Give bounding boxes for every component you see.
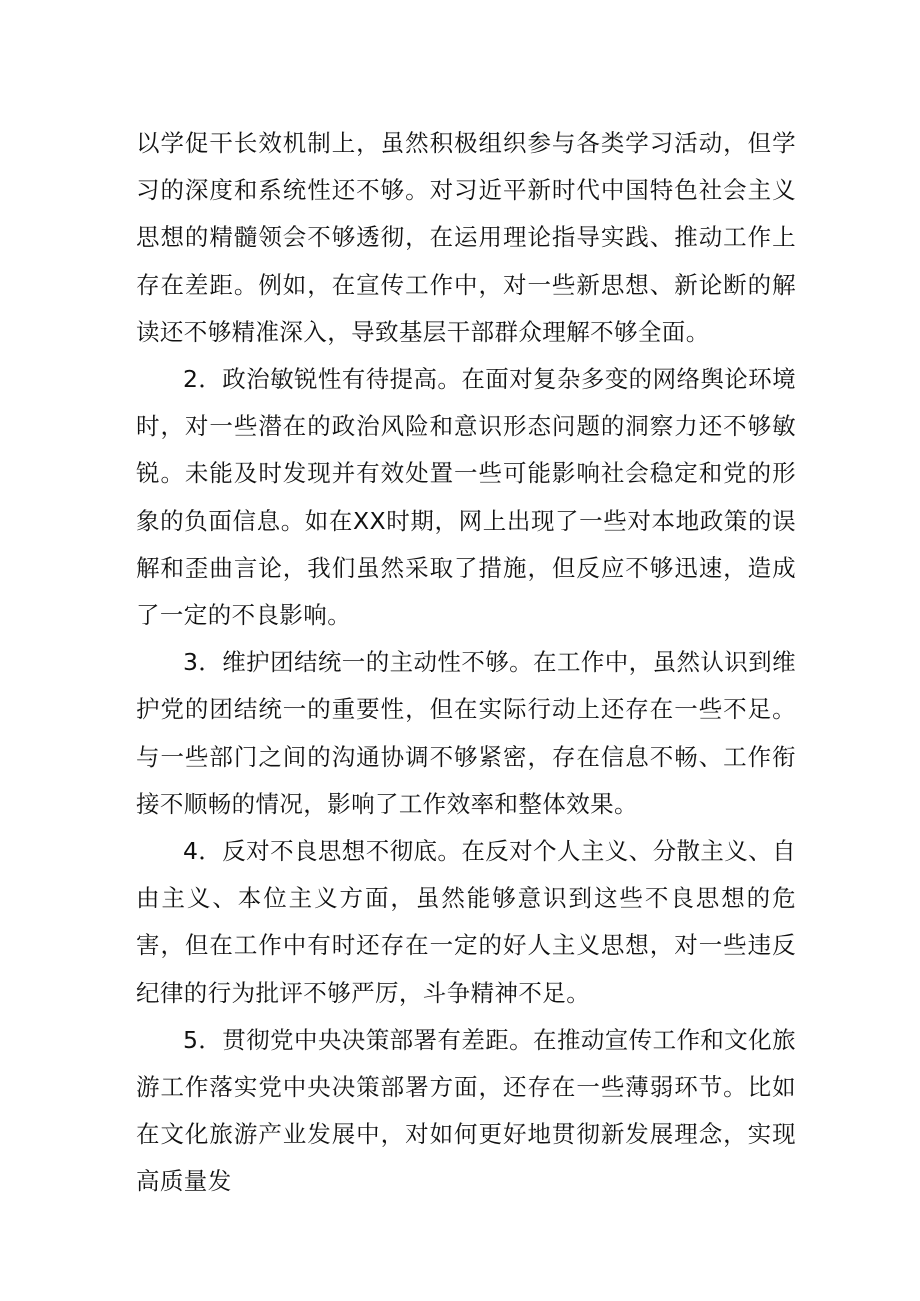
paragraph-item-5: 5．贯彻党中央决策部署有差距。在推动宣传工作和文化旅游工作落实党中央决策部署方面，还存在一些薄弱环节。比如在文化旅游产业发展中，对如何更好地贯彻新发展理念，实现高质量发 xyxy=(136,1025,796,1196)
paragraph-item-3: 3．维护团结统一的主动性不够。在工作中，虽然认识到维护党的团结统一的重要性，但在实际行动上还存在一些不足。与一些部门之间的沟通协调不够紧密，存在信息不畅、工作衔接不顺畅的情况，影响了工作效率和整体效果。 xyxy=(136,648,796,818)
paragraph-item-2: 2．政治敏锐性有待提高。在面对复杂多变的网络舆论环境时，对一些潜在的政治风险和意识形态问题的洞察力还不够敏锐。未能及时发现并有效处置一些可能影响社会稳定和党的形象的负面信息。如在XX时期，网上出现了一些对本地政策的误解和歪曲言论，我们虽然采取了措施，但反应不够迅速，造成了一定的不良影响。 xyxy=(136,365,796,630)
paragraph-item-4: 4．反对不良思想不彻底。在反对个人主义、分散主义、自由主义、本位主义方面，虽然能够意识到这些不良思想的危害，但在工作中有时还存在一定的好人主义思想，对一些违反纪律的行为批评不够严厉，斗争精神不足。 xyxy=(136,837,796,1007)
paragraph-continuation: 以学促干长效机制上，虽然积极组织参与各类学习活动，但学习的深度和系统性还不够。对习近平新时代中国特色社会主义思想的精髓领会不够透彻，在运用理论指导实践、推动工作上存在差距。例如，在宣传工作中，对一些新思想、新论断的解读还不够精准深入，导致基层干部群众理解不够全面。 xyxy=(136,129,796,346)
document-body xyxy=(136,120,796,1206)
